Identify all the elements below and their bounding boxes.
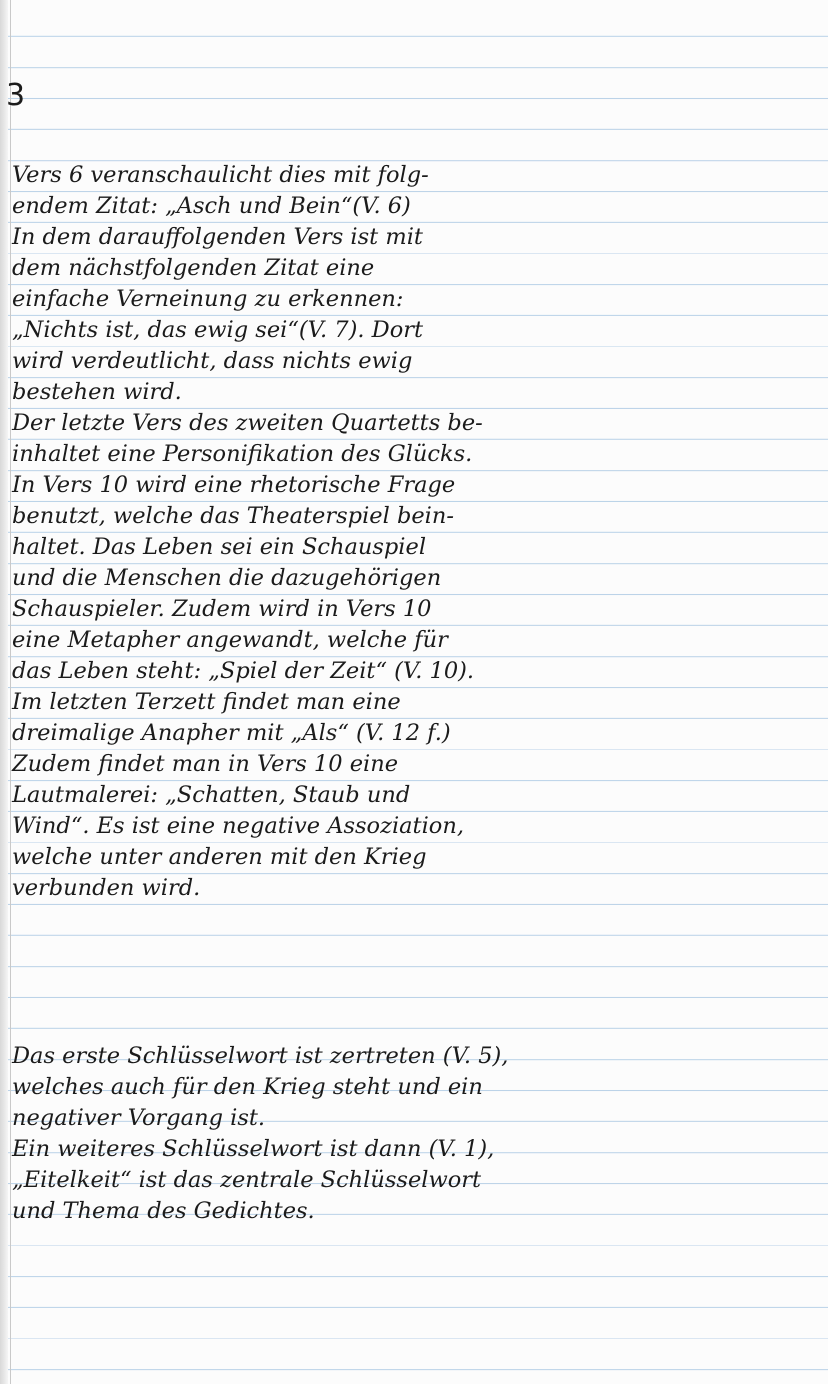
handwritten-line: Zudem findet man in Vers 10 eine (12, 751, 399, 777)
paragraph-1 (12, 160, 812, 904)
handwritten-line: dreimalige Anapher mit „Als“ (V. 12 f.) (12, 720, 451, 746)
handwritten-line: Der letzte Vers des zweiten Quartetts be- (12, 410, 483, 436)
handwritten-line: und Thema des Gedichtes. (12, 1198, 315, 1224)
handwritten-line: bestehen wird. (12, 379, 182, 405)
handwritten-line: endem Zitat: „Asch und Bein“(V. 6) (12, 193, 411, 219)
handwritten-line: verbunden wird. (12, 875, 201, 901)
handwritten-line: „Nichts ist, das ewig sei“(V. 7). Dort (12, 317, 424, 343)
handwritten-line: eine Metapher angewandt, welche für (12, 627, 448, 653)
handwritten-line: benutzt, welche das Theaterspiel bein- (12, 503, 454, 529)
handwritten-line: welches auch für den Krieg steht und ein (12, 1074, 483, 1100)
handwritten-line: Im letzten Terzett findet man eine (12, 689, 401, 715)
handwritten-line: In Vers 10 wird eine rhetorische Frage (12, 472, 456, 498)
handwritten-line: Das erste Schlüsselwort ist zertreten (V. 5), (12, 1043, 509, 1069)
margin-line (10, 0, 11, 1384)
page-binding-edge (0, 0, 8, 1384)
handwritten-line: dem nächstfolgenden Zitat eine (12, 255, 375, 281)
handwritten-line: Vers 6 veranschaulicht dies mit folg- (12, 162, 429, 188)
handwritten-line: das Leben steht: „Spiel der Zeit“ (V. 10). (12, 658, 475, 684)
handwritten-line: Lautmalerei: „Schatten, Staub und (12, 782, 411, 808)
handwritten-line: haltet. Das Leben sei ein Schauspiel (12, 534, 427, 560)
handwritten-line: welche unter anderen mit den Krieg (12, 844, 427, 870)
handwritten-line: einfache Verneinung zu erkennen: (12, 286, 404, 312)
handwritten-line: Schauspieler. Zudem wird in Vers 10 (12, 596, 432, 622)
handwritten-line: Ein weiteres Schlüsselwort ist dann (V. 1), (12, 1136, 495, 1162)
handwritten-line: wird verdeutlicht, dass nichts ewig (12, 348, 413, 374)
page-number: 3 (6, 78, 26, 113)
handwritten-line: In dem darauffolgenden Vers ist mit (12, 224, 423, 250)
handwritten-line: und die Menschen die dazugehörigen (12, 565, 442, 591)
paragraph-2 (12, 1041, 812, 1227)
handwritten-line: inhaltet eine Personifikation des Glücks. (12, 441, 473, 467)
handwritten-line: „Eitelkeit“ ist das zentrale Schlüsselwort (12, 1167, 482, 1193)
handwritten-line: negativer Vorgang ist. (12, 1105, 266, 1131)
handwritten-line: Wind“. Es ist eine negative Assoziation, (12, 813, 464, 839)
